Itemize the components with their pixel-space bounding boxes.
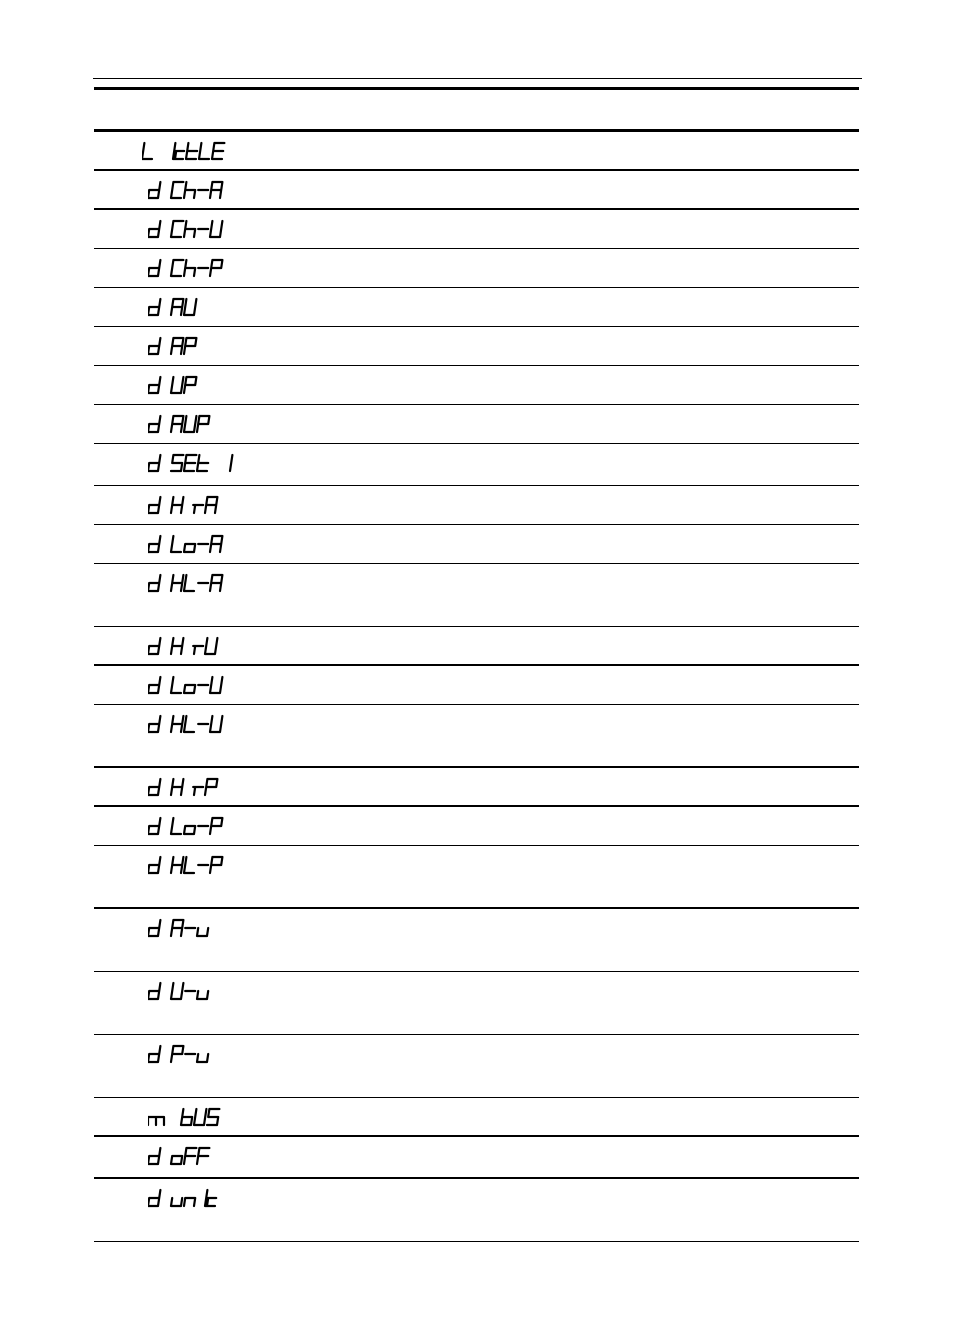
segment-display-code [94,1035,234,1097]
parameter-code [94,132,95,133]
parameter-code [94,486,95,487]
segment-display-code [94,249,234,287]
table-row [94,768,859,807]
segment-display-code [94,768,234,805]
segment-glyphs [148,1107,288,1131]
table-row [94,1098,859,1137]
segment-display-code [94,972,234,1034]
parameter-code [94,249,95,250]
segment-display-code [94,807,234,845]
table-row [94,705,859,768]
parameter-code [94,525,95,526]
segment-glyphs [148,258,288,282]
segment-display-code [94,327,234,365]
table-row [94,807,859,846]
segment-display-code [94,486,234,524]
segment-display-code [94,405,234,443]
parameter-code [94,564,95,565]
parameter-code [94,807,95,808]
parameter-code [94,972,95,973]
segment-glyphs [148,219,288,243]
table-row [94,288,859,327]
segment-display-code [94,909,234,971]
parameter-table [94,132,859,1242]
parameter-code [94,768,95,769]
segment-display-code [94,627,234,664]
segment-glyphs [148,816,288,840]
segment-glyphs [148,375,288,399]
segment-glyphs [148,495,288,519]
table-row [94,405,859,444]
segment-glyphs [148,714,288,738]
segment-glyphs [148,855,288,879]
table-row [94,366,859,405]
segment-glyphs [148,414,288,438]
segment-display-code [94,525,234,563]
segment-glyphs [148,573,288,597]
segment-display-code [94,666,234,704]
parameter-code [94,1098,95,1099]
table-row [94,972,859,1035]
table-row [94,1179,859,1242]
segment-display-code [94,846,234,907]
parameter-code [94,705,95,706]
table-row [94,627,859,666]
table-row [94,1137,859,1179]
table-row [94,564,859,627]
segment-display-code [94,1137,234,1177]
parameter-code [94,366,95,367]
table-row [94,909,859,972]
parameter-code [94,444,95,445]
segment-glyphs [148,180,288,204]
segment-glyphs [148,918,288,942]
parameter-code [94,1179,95,1180]
segment-glyphs [148,534,288,558]
parameter-code [94,846,95,847]
table-row [94,1035,859,1098]
segment-display-code [94,705,234,766]
segment-display-code [94,132,234,169]
segment-display-code [94,210,234,248]
page-top-rule [93,78,862,79]
parameter-code [94,1035,95,1036]
segment-display-code [94,171,234,208]
table-row [94,444,859,486]
segment-glyphs [148,1188,288,1212]
parameter-code [94,1137,95,1138]
segment-glyphs [148,1146,288,1170]
segment-glyphs [148,297,288,321]
segment-display-code [94,288,234,326]
segment-glyphs [148,453,288,477]
segment-glyphs [148,636,288,660]
table-row [94,171,859,210]
parameter-code [94,288,95,289]
parameter-code [94,909,95,910]
table-row [94,666,859,705]
segment-display-code [94,366,234,404]
segment-glyphs [148,777,288,801]
segment-display-code [94,1179,234,1241]
header-rule [94,87,859,90]
table-row [94,486,859,525]
parameter-code [94,627,95,628]
segment-display-code [94,1098,234,1135]
table-row [94,249,859,288]
table-row [94,327,859,366]
segment-display-code [94,564,234,626]
parameter-code [94,666,95,667]
parameter-code [94,171,95,172]
parameter-code [94,210,95,211]
parameter-code [94,405,95,406]
table-row [94,132,859,171]
table-row [94,525,859,564]
segment-glyphs [148,675,288,699]
segment-glyphs [148,981,288,1005]
table-row [94,210,859,249]
segment-glyphs [148,336,288,360]
segment-glyphs [142,141,282,165]
parameter-code [94,327,95,328]
segment-display-code [94,444,234,485]
segment-glyphs [148,1044,288,1068]
table-row [94,846,859,909]
